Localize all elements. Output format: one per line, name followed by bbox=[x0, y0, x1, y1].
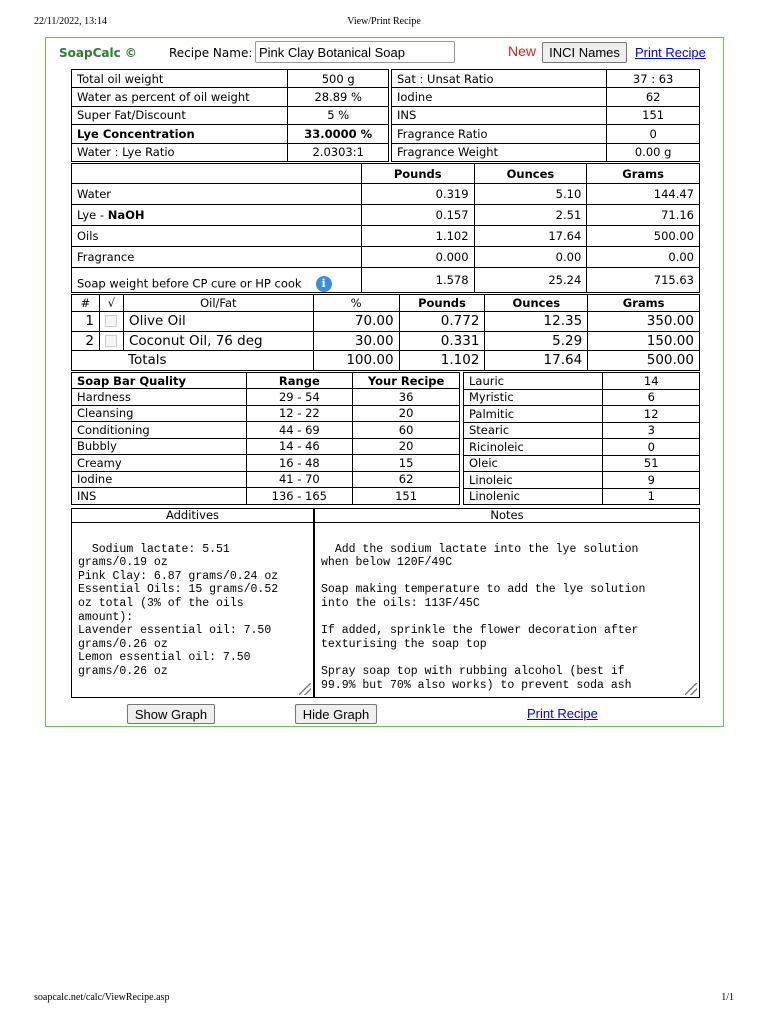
fatty-acid-value: 6 bbox=[603, 389, 700, 406]
settings-table-left bbox=[71, 69, 389, 162]
settings-row bbox=[392, 88, 700, 106]
oil-pounds: 0.331 bbox=[399, 331, 485, 351]
settings-row bbox=[72, 106, 389, 124]
lye-type: NaOH bbox=[107, 208, 145, 222]
print-url: soapcalc.net/calc/ViewRecipe.asp bbox=[34, 992, 170, 1003]
quality-row bbox=[72, 422, 460, 439]
additives-text: Sodium lactate: 5.51 grams/0.19 oz Pink Clay: 6.87 grams/0.24 oz Essential Oils: 15 grams/0.52 oz total (3% of the oils amount): Lavender essential oil: 7.50 grams/0.26 oz Lemon essential oil: 7.50 grams/0.26 oz bbox=[78, 542, 279, 678]
quality-name: Hardness bbox=[72, 389, 247, 406]
show-graph-button[interactable]: Show Graph bbox=[127, 704, 215, 724]
fatty-acid-name: Stearic bbox=[464, 422, 603, 439]
weight-label bbox=[72, 184, 362, 205]
weight-label bbox=[72, 226, 362, 247]
fatty-acid-row bbox=[464, 389, 700, 406]
weight-label bbox=[72, 268, 362, 293]
oils-table bbox=[71, 294, 700, 371]
fatty-acid-name: Myristic bbox=[464, 389, 603, 406]
oil-grams: 350.00 bbox=[588, 312, 700, 332]
settings-row bbox=[392, 125, 700, 143]
quality-name: Iodine bbox=[72, 471, 247, 488]
oil-percent: 70.00 bbox=[313, 312, 399, 332]
oil-ounces: 12.35 bbox=[485, 312, 588, 332]
print-recipe-link-bottom[interactable]: Print Recipe bbox=[527, 706, 598, 721]
weights-header-grams: Grams bbox=[587, 164, 700, 184]
quality-value: 62 bbox=[353, 471, 460, 488]
setting-label: Water as percent of oil weight bbox=[72, 88, 288, 106]
fatty-acid-row bbox=[464, 455, 700, 472]
oils-header-percent: % bbox=[313, 295, 399, 312]
weight-value: 0.319 bbox=[361, 184, 474, 205]
totals-grams: 500.00 bbox=[588, 351, 700, 371]
weights-row bbox=[72, 184, 700, 205]
fatty-acid-name: Linolenic bbox=[464, 488, 603, 505]
quality-value: 151 bbox=[353, 488, 460, 505]
settings-table-right bbox=[391, 69, 700, 162]
weight-value: 715.63 bbox=[587, 268, 700, 293]
quality-header-name: Soap Bar Quality bbox=[72, 373, 247, 389]
quality-row bbox=[72, 471, 460, 488]
setting-value: 37 : 63 bbox=[607, 70, 700, 88]
quality-value: 60 bbox=[353, 422, 460, 439]
settings-row bbox=[72, 70, 389, 88]
weight-value: 2.51 bbox=[474, 205, 587, 226]
weight-value: 5.10 bbox=[474, 184, 587, 205]
soap-quality-table bbox=[71, 372, 460, 505]
weights-row bbox=[72, 226, 700, 247]
quality-range: 14 - 46 bbox=[246, 438, 353, 455]
quality-header-recipe: Your Recipe bbox=[353, 373, 460, 389]
fatty-acids-table bbox=[463, 372, 700, 505]
weights-table bbox=[71, 163, 700, 293]
weight-label-text: Water bbox=[77, 187, 111, 201]
fatty-acid-name: Linoleic bbox=[464, 472, 603, 489]
oil-checkbox-cell bbox=[99, 312, 123, 332]
notes-header: Notes bbox=[314, 508, 700, 523]
weights-row bbox=[72, 268, 700, 293]
weight-label-text: Oils bbox=[77, 229, 99, 243]
fatty-acid-row bbox=[464, 472, 700, 489]
quality-row bbox=[72, 488, 460, 505]
quality-range: 136 - 165 bbox=[246, 488, 353, 505]
oil-pounds: 0.772 bbox=[399, 312, 485, 332]
weight-value: 0.157 bbox=[361, 205, 474, 226]
fatty-acid-row bbox=[464, 439, 700, 456]
quality-name: Conditioning bbox=[72, 422, 247, 439]
fatty-acid-value: 1 bbox=[603, 488, 700, 505]
oil-checkbox-cell bbox=[99, 331, 123, 351]
brand-logo: SoapCalc © bbox=[59, 46, 137, 60]
print-datetime: 22/11/2022, 13:14 bbox=[34, 16, 107, 27]
recipe-topbar bbox=[59, 41, 719, 65]
weight-value: 144.47 bbox=[587, 184, 700, 205]
settings-row bbox=[392, 143, 700, 161]
quality-name: INS bbox=[72, 488, 247, 505]
fatty-acid-name: Ricinoleic bbox=[464, 439, 603, 456]
setting-label: Total oil weight bbox=[72, 70, 288, 88]
resize-grip-icon[interactable] bbox=[685, 683, 697, 695]
oil-ounces: 5.29 bbox=[485, 331, 588, 351]
setting-label: Lye Concentration bbox=[72, 125, 288, 143]
oil-checkbox[interactable] bbox=[105, 315, 117, 327]
weight-value: 1.578 bbox=[361, 268, 474, 293]
setting-value: 0.00 g bbox=[607, 143, 700, 161]
quality-range: 12 - 22 bbox=[246, 405, 353, 422]
weight-label-text: Fragrance bbox=[77, 250, 135, 264]
fatty-acid-value: 0 bbox=[603, 439, 700, 456]
new-indicator: New bbox=[508, 43, 537, 59]
weight-value: 71.16 bbox=[587, 205, 700, 226]
quality-name: Creamy bbox=[72, 455, 247, 472]
oil-totals-row bbox=[72, 351, 700, 371]
oils-header-num: # bbox=[72, 295, 100, 312]
setting-value: 28.89 % bbox=[288, 88, 389, 106]
quality-row bbox=[72, 438, 460, 455]
oil-grams: 150.00 bbox=[588, 331, 700, 351]
notes-textarea[interactable] bbox=[314, 522, 700, 698]
totals-pounds: 1.102 bbox=[399, 351, 485, 371]
fatty-acid-value: 3 bbox=[603, 422, 700, 439]
weight-value: 17.64 bbox=[474, 226, 587, 247]
oils-header-pounds: Pounds bbox=[399, 295, 485, 312]
settings-row bbox=[392, 106, 700, 124]
setting-label: Water : Lye Ratio bbox=[72, 143, 288, 161]
fatty-acid-row bbox=[464, 406, 700, 423]
print-title: View/Print Recipe bbox=[347, 16, 421, 27]
totals-ounces: 17.64 bbox=[485, 351, 588, 371]
quality-row bbox=[72, 405, 460, 422]
fatty-acid-name: Lauric bbox=[464, 373, 603, 390]
weight-value: 0.00 bbox=[587, 247, 700, 268]
oil-checkbox[interactable] bbox=[105, 335, 117, 347]
setting-label: INS bbox=[392, 106, 607, 124]
fatty-acid-row bbox=[464, 373, 700, 390]
quality-row bbox=[72, 389, 460, 406]
weights-row bbox=[72, 247, 700, 268]
weights-header-pounds: Pounds bbox=[361, 164, 474, 184]
fatty-acid-name: Palmitic bbox=[464, 406, 603, 423]
weights-header-ounces: Ounces bbox=[474, 164, 587, 184]
additives-textarea[interactable] bbox=[71, 522, 314, 698]
oils-header-name: Oil/Fat bbox=[123, 295, 313, 312]
quality-name: Bubbly bbox=[72, 438, 247, 455]
weight-value: 0.000 bbox=[361, 247, 474, 268]
setting-value: 5 % bbox=[288, 106, 389, 124]
setting-label: Sat : Unsat Ratio bbox=[392, 70, 607, 88]
oil-row bbox=[72, 312, 700, 332]
weight-label bbox=[72, 247, 362, 268]
setting-label: Fragrance Weight bbox=[392, 143, 607, 161]
quality-value: 15 bbox=[353, 455, 460, 472]
totals-percent: 100.00 bbox=[313, 351, 399, 371]
inci-names-button[interactable]: INCI Names bbox=[542, 42, 627, 63]
fatty-acid-value: 12 bbox=[603, 406, 700, 423]
quality-value: 20 bbox=[353, 405, 460, 422]
setting-label: Fragrance Ratio bbox=[392, 125, 607, 143]
info-icon[interactable]: i bbox=[316, 276, 332, 292]
weight-value: 25.24 bbox=[474, 268, 587, 293]
weight-value: 500.00 bbox=[587, 226, 700, 247]
weights-row bbox=[72, 205, 700, 226]
oils-header-grams: Grams bbox=[588, 295, 700, 312]
quality-name: Cleansing bbox=[72, 405, 247, 422]
print-recipe-link-top[interactable]: Print Recipe bbox=[635, 45, 706, 60]
weight-label-text: Soap weight before CP cure or HP cook bbox=[77, 276, 302, 291]
setting-value: 33.0000 % bbox=[288, 125, 389, 143]
quality-row bbox=[72, 455, 460, 472]
notes-text: Add the sodium lactate into the lye solution when below 120F/49C Soap making temperature to add the lye solution into the oils: 113F/45C If added, sprinkle the flower decoration after texturising the soap top Spray soap top with rubbing alcohol (best if 99.9% but 70% also works) to prevent soda ash bbox=[321, 542, 646, 692]
weight-label bbox=[72, 205, 362, 226]
recipe-name-input[interactable] bbox=[255, 41, 455, 63]
weight-value: 0.00 bbox=[474, 247, 587, 268]
quality-header-range: Range bbox=[246, 373, 353, 389]
oil-name: Coconut Oil, 76 deg bbox=[123, 331, 313, 351]
quality-range: 44 - 69 bbox=[246, 422, 353, 439]
weight-value: 1.102 bbox=[361, 226, 474, 247]
totals-label: Totals bbox=[72, 351, 314, 371]
setting-value: 2.0303:1 bbox=[288, 143, 389, 161]
quality-range: 41 - 70 bbox=[246, 471, 353, 488]
fatty-acid-value: 14 bbox=[603, 373, 700, 390]
oil-num: 1 bbox=[72, 312, 100, 332]
quality-range: 29 - 54 bbox=[246, 389, 353, 406]
oils-header-check: √ bbox=[99, 295, 123, 312]
fatty-acid-row bbox=[464, 422, 700, 439]
setting-value: 62 bbox=[607, 88, 700, 106]
oil-row bbox=[72, 331, 700, 351]
resize-grip-icon[interactable] bbox=[299, 683, 311, 695]
fatty-acid-row bbox=[464, 488, 700, 505]
setting-value: 0 bbox=[607, 125, 700, 143]
quality-range: 16 - 48 bbox=[246, 455, 353, 472]
fatty-acid-value: 9 bbox=[603, 472, 700, 489]
settings-row bbox=[392, 70, 700, 88]
oil-percent: 30.00 bbox=[313, 331, 399, 351]
settings-row bbox=[72, 88, 389, 106]
quality-value: 20 bbox=[353, 438, 460, 455]
setting-label: Super Fat/Discount bbox=[72, 106, 288, 124]
settings-row bbox=[72, 143, 389, 161]
oil-name: Olive Oil bbox=[123, 312, 313, 332]
oils-header-ounces: Ounces bbox=[485, 295, 588, 312]
print-page-number: 1/1 bbox=[721, 992, 734, 1003]
quality-value: 36 bbox=[353, 389, 460, 406]
recipe-name-label: Recipe Name: bbox=[169, 46, 253, 60]
weight-label-text: Lye - bbox=[77, 208, 108, 222]
setting-value: 500 g bbox=[288, 70, 389, 88]
additives-header: Additives bbox=[71, 508, 314, 523]
fatty-acid-name: Oleic bbox=[464, 455, 603, 472]
fatty-acid-value: 51 bbox=[603, 455, 700, 472]
oil-num: 2 bbox=[72, 331, 100, 351]
settings-row bbox=[72, 125, 389, 143]
setting-value: 151 bbox=[607, 106, 700, 124]
hide-graph-button[interactable]: Hide Graph bbox=[295, 704, 377, 724]
setting-label: Iodine bbox=[392, 88, 607, 106]
